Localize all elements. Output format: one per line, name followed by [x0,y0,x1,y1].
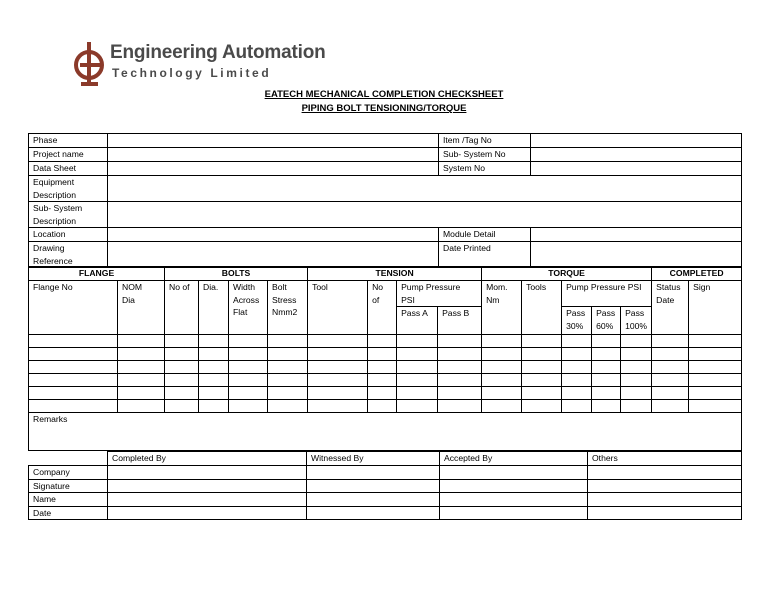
pass-100-header: Pass 100% [621,307,652,335]
name-completed-field[interactable] [108,493,307,507]
width-across-flat-header: Width Across Flat [229,281,268,335]
matrix-cell[interactable] [368,400,397,413]
signature-others-field[interactable] [588,479,742,493]
matrix-cell[interactable] [268,374,308,387]
matrix-cell[interactable] [199,374,229,387]
date-printed-field[interactable] [531,242,742,268]
matrix-cell[interactable] [308,348,368,361]
date-printed-label: Date Printed [439,242,531,268]
witnessed-by-header: Witnessed By [307,452,440,466]
dia-header: Dia. [199,281,229,335]
matrix-cell[interactable] [482,374,522,387]
company-row-label: Company [29,466,108,480]
matrix-cell[interactable] [689,348,742,361]
date-others-field[interactable] [588,506,742,520]
matrix-cell[interactable] [308,400,368,413]
signoff-table [28,451,742,520]
matrix-cell[interactable] [397,387,438,400]
matrix-cell[interactable] [308,361,368,374]
matrix-cell[interactable] [165,400,199,413]
matrix-cell[interactable] [621,374,652,387]
matrix-cell[interactable] [165,348,199,361]
matrix-cell[interactable] [199,348,229,361]
matrix-cell[interactable] [621,400,652,413]
matrix-cell[interactable] [229,400,268,413]
sub-system-description-label: Sub- System Description [29,202,108,228]
matrix-cell[interactable] [118,387,165,400]
remarks-label[interactable]: Remarks [29,413,742,451]
accepted-by-header: Accepted By [440,452,588,466]
completed-by-header: Completed By [108,452,307,466]
matrix-cell[interactable] [29,400,118,413]
company-accepted-field[interactable] [440,466,588,480]
matrix-cell[interactable] [592,348,621,361]
matrix-cell[interactable] [397,400,438,413]
matrix-cell[interactable] [229,335,268,348]
matrix-cell[interactable] [522,361,562,374]
matrix-cell[interactable] [562,374,592,387]
name-row-label: Name [29,493,108,507]
matrix-cell[interactable] [229,361,268,374]
eatech-logo-mark-icon [72,38,108,88]
location-field[interactable] [108,228,439,242]
torque-group-header: TORQUE [482,267,652,281]
matrix-cell[interactable] [368,348,397,361]
system-no-label: System No [439,162,531,176]
header-info-table [28,133,742,268]
matrix-cell[interactable] [689,400,742,413]
matrix-cell[interactable] [229,348,268,361]
matrix-cell[interactable] [689,387,742,400]
matrix-cell[interactable] [621,348,652,361]
signature-witnessed-field[interactable] [307,479,440,493]
sub-system-no-label: Sub- System No [439,148,531,162]
table-row [29,374,742,387]
item-tag-no-field[interactable] [531,134,742,148]
data-sheet-label: Data Sheet [29,162,108,176]
matrix-cell[interactable] [438,387,482,400]
matrix-cell[interactable] [652,348,689,361]
matrix-cell[interactable] [592,400,621,413]
no-of-header: No of [165,281,199,335]
matrix-cell[interactable] [652,361,689,374]
matrix-cell[interactable] [118,348,165,361]
pass-b-header: Pass B [438,307,482,335]
phase-label: Phase [29,134,108,148]
document-title: EATECH MECHANICAL COMPLETION CHECKSHEET [264,89,504,100]
matrix-cell[interactable] [482,387,522,400]
matrix-cell[interactable] [482,348,522,361]
matrix-cell[interactable] [689,361,742,374]
matrix-cell[interactable] [368,361,397,374]
sign-header: Sign [689,281,742,335]
table-row [29,387,742,400]
table-row [29,400,742,413]
matrix-cell[interactable] [562,335,592,348]
matrix-cell[interactable] [308,387,368,400]
sub-system-description-field[interactable] [108,202,742,228]
matrix-cell[interactable] [308,335,368,348]
matrix-cell[interactable] [652,387,689,400]
name-witnessed-field[interactable] [307,493,440,507]
matrix-cell[interactable] [29,348,118,361]
module-detail-label: Module Detail [439,228,531,242]
matrix-cell[interactable] [308,374,368,387]
matrix-cell[interactable] [268,348,308,361]
matrix-cell[interactable] [562,400,592,413]
matrix-cell[interactable] [118,374,165,387]
matrix-cell[interactable] [592,387,621,400]
matrix-cell[interactable] [562,361,592,374]
date-row-label: Date [29,506,108,520]
date-completed-field[interactable] [108,506,307,520]
matrix-cell[interactable] [438,335,482,348]
matrix-cell[interactable] [438,348,482,361]
matrix-cell[interactable] [482,361,522,374]
matrix-cell[interactable] [165,387,199,400]
project-name-field[interactable] [108,148,439,162]
matrix-cell[interactable] [397,348,438,361]
system-no-field[interactable] [531,162,742,176]
tension-group-header: TENSION [308,267,482,281]
matrix-cell[interactable] [199,335,229,348]
item-tag-no-label: Item /Tag No [439,134,531,148]
bolts-group-header: BOLTS [165,267,308,281]
matrix-cell[interactable] [652,335,689,348]
pump-pressure-psi-header: Pump Pressure PSI [397,281,482,307]
name-accepted-field[interactable] [440,493,588,507]
matrix-cell[interactable] [438,374,482,387]
company-subtitle: Technology Limited [112,66,272,80]
tool-header: Tool [308,281,368,335]
matrix-cell[interactable] [397,361,438,374]
table-row [29,348,742,361]
matrix-cell[interactable] [482,335,522,348]
tools-header: Tools [522,281,562,335]
matrix-cell[interactable] [652,374,689,387]
matrix-cell[interactable] [592,361,621,374]
company-others-field[interactable] [588,466,742,480]
matrix-cell[interactable] [118,400,165,413]
matrix-cell[interactable] [29,374,118,387]
nom-dia-header: NOM Dia [118,281,165,335]
matrix-cell[interactable] [368,387,397,400]
project-name-label: Project name [29,148,108,162]
matrix-cell[interactable] [368,374,397,387]
matrix-cell[interactable] [592,374,621,387]
matrix-cell[interactable] [29,361,118,374]
location-label: Location [29,228,108,242]
matrix-cell[interactable] [268,387,308,400]
matrix-cell[interactable] [118,361,165,374]
matrix-cell[interactable] [199,400,229,413]
matrix-cell[interactable] [522,400,562,413]
matrix-cell[interactable] [229,387,268,400]
matrix-cell[interactable] [165,374,199,387]
matrix-cell[interactable] [438,361,482,374]
matrix-cell[interactable] [438,400,482,413]
signature-accepted-field[interactable] [440,479,588,493]
equipment-description-field[interactable] [108,176,742,202]
signoff-corner [29,452,108,466]
drawing-reference-field[interactable] [108,242,439,268]
matrix-cell[interactable] [652,400,689,413]
matrix-cell[interactable] [165,361,199,374]
matrix-cell[interactable] [562,387,592,400]
pass-60-header: Pass 60% [592,307,621,335]
company-name: Engineering Automation [110,42,326,63]
matrix-cell[interactable] [199,387,229,400]
pass-a-header: Pass A [397,307,438,335]
matrix-cell[interactable] [29,387,118,400]
company-witnessed-field[interactable] [307,466,440,480]
matrix-cell[interactable] [522,387,562,400]
data-sheet-field[interactable] [108,162,439,176]
matrix-cell[interactable] [29,335,118,348]
flange-no-header: Flange No [29,281,118,335]
name-others-field[interactable] [588,493,742,507]
table-row [29,361,742,374]
table-row [29,335,742,348]
signature-completed-field[interactable] [108,479,307,493]
matrix-cell[interactable] [229,374,268,387]
pass-30-header: Pass 30% [562,307,592,335]
matrix-cell[interactable] [522,374,562,387]
no-of-tension-header: No of [368,281,397,335]
matrix-cell[interactable] [689,374,742,387]
matrix-cell[interactable] [522,335,562,348]
torque-pump-pressure-header: Pump Pressure PSI [562,281,652,307]
matrix-cell[interactable] [522,348,562,361]
mom-nm-header: Mom. Nm [482,281,522,335]
module-detail-field[interactable] [531,228,742,242]
matrix-cell[interactable] [118,335,165,348]
matrix-cell[interactable] [268,335,308,348]
completed-group-header: COMPLETED [652,267,742,281]
matrix-cell[interactable] [397,374,438,387]
status-date-header: Status Date [652,281,689,335]
date-witnessed-field[interactable] [307,506,440,520]
matrix-cell[interactable] [268,400,308,413]
equipment-description-label: Equipment Description [29,176,108,202]
flange-group-header: FLANGE [29,267,165,281]
matrix-cell[interactable] [165,335,199,348]
matrix-cell[interactable] [621,387,652,400]
bolt-stress-header: Bolt Stress Nmm2 [268,281,308,335]
matrix-cell[interactable] [562,348,592,361]
matrix-cell[interactable] [689,335,742,348]
company-logo [72,38,326,88]
matrix-cell[interactable] [368,335,397,348]
matrix-cell[interactable] [397,335,438,348]
sub-system-no-field[interactable] [531,148,742,162]
matrix-cell[interactable] [621,335,652,348]
company-completed-field[interactable] [108,466,307,480]
matrix-cell[interactable] [199,361,229,374]
phase-field[interactable] [108,134,439,148]
others-header: Others [588,452,742,466]
document-subtitle: PIPING BOLT TENSIONING/TORQUE [301,103,467,114]
matrix-body [29,335,742,413]
signature-row-label: Signature [29,479,108,493]
bolt-matrix-table [28,266,742,451]
matrix-cell[interactable] [268,361,308,374]
matrix-cell[interactable] [621,361,652,374]
matrix-cell[interactable] [482,400,522,413]
drawing-reference-label: Drawing Reference [29,242,108,268]
date-accepted-field[interactable] [440,506,588,520]
matrix-cell[interactable] [592,335,621,348]
